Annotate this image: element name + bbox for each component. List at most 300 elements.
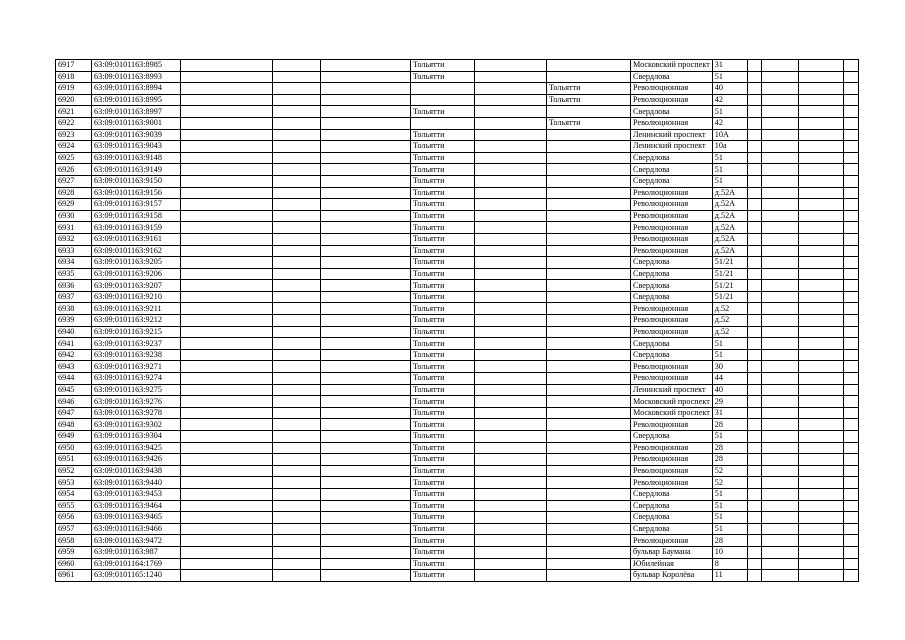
street-cell: Революционная	[631, 117, 713, 129]
col-3-cell	[181, 431, 273, 443]
col-12-cell	[761, 175, 798, 187]
col-13-cell	[798, 465, 843, 477]
city-cell: Тольятти	[411, 454, 475, 466]
col-4-cell	[273, 257, 321, 269]
house-number-cell: д.52	[712, 315, 747, 327]
city-cell: Тольятти	[411, 442, 475, 454]
city-cell: Тольятти	[411, 535, 475, 547]
col-14-cell	[843, 396, 858, 408]
col-14-cell	[843, 407, 858, 419]
street-cell: бульвар Баумана	[631, 546, 713, 558]
col-4-cell	[273, 546, 321, 558]
col-5-cell	[321, 291, 411, 303]
cadastral-number-cell: 63:09:0101163:9271	[92, 361, 181, 373]
col-13-cell	[798, 500, 843, 512]
col-4-cell	[273, 361, 321, 373]
col-12-cell	[761, 83, 798, 95]
cadastral-number-cell: 63:09:0101163:8993	[92, 71, 181, 83]
col-3-cell	[181, 71, 273, 83]
col-4-cell	[273, 303, 321, 315]
table-row	[56, 407, 859, 419]
col-7-cell	[475, 71, 547, 83]
col-14-cell	[843, 199, 858, 211]
col-14-cell	[843, 315, 858, 327]
col-12-cell	[761, 60, 798, 72]
col-7-cell	[475, 129, 547, 141]
cadastral-number-cell: 63:09:0101163:9275	[92, 384, 181, 396]
cadastral-number-cell: 63:09:0101163:9274	[92, 373, 181, 385]
col-3-cell	[181, 407, 273, 419]
row-number-cell: 6930	[56, 210, 92, 222]
house-number-cell: 31	[712, 60, 747, 72]
house-number-cell: 10а	[712, 141, 747, 153]
city-cell: Тольятти	[411, 187, 475, 199]
cadastral-number-cell: 63:09:0101163:9276	[92, 396, 181, 408]
col-4-cell	[273, 175, 321, 187]
col-14-cell	[843, 442, 858, 454]
city-cell: Тольятти	[411, 141, 475, 153]
col-4-cell	[273, 83, 321, 95]
cadastral-number-cell: 63:09:0101165:1240	[92, 570, 181, 582]
city-cell: Тольятти	[411, 407, 475, 419]
col-7-cell	[475, 291, 547, 303]
city-alt-cell	[547, 570, 631, 582]
street-cell: Свердлова	[631, 431, 713, 443]
col-4-cell	[273, 245, 321, 257]
city-alt-cell	[547, 431, 631, 443]
col-5-cell	[321, 465, 411, 477]
col-11-cell	[747, 233, 761, 245]
table-row	[56, 291, 859, 303]
city-cell: Тольятти	[411, 465, 475, 477]
house-number-cell: 28	[712, 535, 747, 547]
col-12-cell	[761, 199, 798, 211]
table-row	[56, 442, 859, 454]
col-11-cell	[747, 210, 761, 222]
col-11-cell	[747, 442, 761, 454]
street-cell: Революционная	[631, 83, 713, 95]
col-4-cell	[273, 164, 321, 176]
city-alt-cell	[547, 303, 631, 315]
house-number-cell: 10А	[712, 129, 747, 141]
row-number-cell: 6948	[56, 419, 92, 431]
col-11-cell	[747, 106, 761, 118]
cadastral-number-cell: 63:09:0101163:9438	[92, 465, 181, 477]
col-11-cell	[747, 373, 761, 385]
col-5-cell	[321, 488, 411, 500]
city-alt-cell	[547, 442, 631, 454]
col-14-cell	[843, 175, 858, 187]
col-11-cell	[747, 71, 761, 83]
city-cell: Тольятти	[411, 175, 475, 187]
city-alt-cell	[547, 129, 631, 141]
col-11-cell	[747, 291, 761, 303]
street-cell: Свердлова	[631, 268, 713, 280]
col-5-cell	[321, 373, 411, 385]
col-4-cell	[273, 141, 321, 153]
col-7-cell	[475, 210, 547, 222]
city-alt-cell	[547, 349, 631, 361]
row-number-cell: 6942	[56, 349, 92, 361]
col-3-cell	[181, 419, 273, 431]
col-12-cell	[761, 373, 798, 385]
col-14-cell	[843, 83, 858, 95]
house-number-cell: 29	[712, 396, 747, 408]
col-5-cell	[321, 523, 411, 535]
col-3-cell	[181, 384, 273, 396]
col-13-cell	[798, 175, 843, 187]
col-14-cell	[843, 280, 858, 292]
col-7-cell	[475, 268, 547, 280]
col-5-cell	[321, 477, 411, 489]
col-11-cell	[747, 500, 761, 512]
col-5-cell	[321, 500, 411, 512]
cadastral-number-cell: 63:09:0101163:9039	[92, 129, 181, 141]
row-number-cell: 6938	[56, 303, 92, 315]
city-cell: Тольятти	[411, 419, 475, 431]
row-number-cell: 6924	[56, 141, 92, 153]
col-14-cell	[843, 477, 858, 489]
street-cell: Революционная	[631, 199, 713, 211]
col-4-cell	[273, 349, 321, 361]
col-11-cell	[747, 431, 761, 443]
table-row	[56, 268, 859, 280]
col-3-cell	[181, 187, 273, 199]
row-number-cell: 6950	[56, 442, 92, 454]
city-cell: Тольятти	[411, 199, 475, 211]
col-12-cell	[761, 523, 798, 535]
cadastral-number-cell: 63:09:0101163:9207	[92, 280, 181, 292]
street-cell: Революционная	[631, 187, 713, 199]
col-4-cell	[273, 512, 321, 524]
table-row	[56, 349, 859, 361]
col-12-cell	[761, 233, 798, 245]
col-7-cell	[475, 431, 547, 443]
row-number-cell: 6923	[56, 129, 92, 141]
col-5-cell	[321, 442, 411, 454]
col-4-cell	[273, 94, 321, 106]
col-7-cell	[475, 60, 547, 72]
col-5-cell	[321, 175, 411, 187]
cadastral-number-cell: 63:09:0101163:9215	[92, 326, 181, 338]
col-5-cell	[321, 129, 411, 141]
col-12-cell	[761, 268, 798, 280]
city-cell: Тольятти	[411, 315, 475, 327]
col-11-cell	[747, 257, 761, 269]
col-5-cell	[321, 106, 411, 118]
col-13-cell	[798, 512, 843, 524]
col-14-cell	[843, 187, 858, 199]
city-alt-cell	[547, 280, 631, 292]
col-4-cell	[273, 60, 321, 72]
col-11-cell	[747, 222, 761, 234]
city-cell: Тольятти	[411, 106, 475, 118]
col-13-cell	[798, 442, 843, 454]
col-4-cell	[273, 384, 321, 396]
col-5-cell	[321, 280, 411, 292]
house-number-cell: 51	[712, 152, 747, 164]
house-number-cell: 28	[712, 454, 747, 466]
col-3-cell	[181, 222, 273, 234]
col-11-cell	[747, 512, 761, 524]
col-14-cell	[843, 303, 858, 315]
row-number-cell: 6939	[56, 315, 92, 327]
col-4-cell	[273, 535, 321, 547]
row-number-cell: 6929	[56, 199, 92, 211]
cadastral-number-cell: 63:09:0101163:9161	[92, 233, 181, 245]
col-7-cell	[475, 187, 547, 199]
col-14-cell	[843, 164, 858, 176]
street-cell: Свердлова	[631, 175, 713, 187]
col-12-cell	[761, 419, 798, 431]
cadastral-number-cell: 63:09:0101163:9440	[92, 477, 181, 489]
col-11-cell	[747, 303, 761, 315]
row-number-cell: 6947	[56, 407, 92, 419]
col-4-cell	[273, 570, 321, 582]
col-12-cell	[761, 291, 798, 303]
col-3-cell	[181, 373, 273, 385]
row-number-cell: 6954	[56, 488, 92, 500]
house-number-cell: 42	[712, 117, 747, 129]
cadastral-number-cell: 63:09:0101163:9465	[92, 512, 181, 524]
cadastral-number-cell: 63:09:0101163:9237	[92, 338, 181, 350]
col-12-cell	[761, 315, 798, 327]
street-cell: Свердлова	[631, 488, 713, 500]
col-14-cell	[843, 546, 858, 558]
col-13-cell	[798, 291, 843, 303]
col-7-cell	[475, 500, 547, 512]
col-13-cell	[798, 373, 843, 385]
col-14-cell	[843, 349, 858, 361]
house-number-cell: 52	[712, 477, 747, 489]
city-cell: Тольятти	[411, 546, 475, 558]
cadastral-number-cell: 63:09:0101163:9426	[92, 454, 181, 466]
col-12-cell	[761, 164, 798, 176]
col-14-cell	[843, 141, 858, 153]
street-cell: Революционная	[631, 94, 713, 106]
col-11-cell	[747, 419, 761, 431]
city-alt-cell: Тольятти	[547, 94, 631, 106]
col-13-cell	[798, 257, 843, 269]
col-13-cell	[798, 326, 843, 338]
col-14-cell	[843, 523, 858, 535]
col-7-cell	[475, 303, 547, 315]
col-11-cell	[747, 94, 761, 106]
col-5-cell	[321, 326, 411, 338]
table-row	[56, 129, 859, 141]
col-7-cell	[475, 535, 547, 547]
col-11-cell	[747, 175, 761, 187]
col-12-cell	[761, 106, 798, 118]
house-number-cell: 8	[712, 558, 747, 570]
col-14-cell	[843, 431, 858, 443]
col-14-cell	[843, 373, 858, 385]
col-4-cell	[273, 442, 321, 454]
col-14-cell	[843, 338, 858, 350]
row-number-cell: 6944	[56, 373, 92, 385]
col-3-cell	[181, 210, 273, 222]
house-number-cell: 10	[712, 546, 747, 558]
col-7-cell	[475, 570, 547, 582]
col-13-cell	[798, 477, 843, 489]
col-12-cell	[761, 94, 798, 106]
city-alt-cell: Тольятти	[547, 83, 631, 95]
col-13-cell	[798, 384, 843, 396]
col-7-cell	[475, 338, 547, 350]
city-cell: Тольятти	[411, 570, 475, 582]
table-row	[56, 361, 859, 373]
col-14-cell	[843, 535, 858, 547]
city-alt-cell	[547, 222, 631, 234]
city-cell: Тольятти	[411, 326, 475, 338]
col-3-cell	[181, 245, 273, 257]
col-3-cell	[181, 164, 273, 176]
col-12-cell	[761, 280, 798, 292]
col-11-cell	[747, 523, 761, 535]
col-11-cell	[747, 570, 761, 582]
col-13-cell	[798, 431, 843, 443]
table-row	[56, 280, 859, 292]
city-alt-cell	[547, 199, 631, 211]
col-12-cell	[761, 361, 798, 373]
row-number-cell: 6960	[56, 558, 92, 570]
col-5-cell	[321, 94, 411, 106]
city-cell: Тольятти	[411, 338, 475, 350]
city-alt-cell	[547, 210, 631, 222]
col-3-cell	[181, 349, 273, 361]
cadastral-number-cell: 63:09:0101163:9150	[92, 175, 181, 187]
col-7-cell	[475, 442, 547, 454]
row-number-cell: 6953	[56, 477, 92, 489]
col-4-cell	[273, 407, 321, 419]
col-14-cell	[843, 512, 858, 524]
table-row	[56, 477, 859, 489]
city-cell: Тольятти	[411, 210, 475, 222]
city-alt-cell: Тольятти	[547, 117, 631, 129]
house-number-cell: 28	[712, 419, 747, 431]
col-7-cell	[475, 315, 547, 327]
col-3-cell	[181, 570, 273, 582]
col-4-cell	[273, 222, 321, 234]
col-3-cell	[181, 199, 273, 211]
col-14-cell	[843, 117, 858, 129]
street-cell: Ленинский проспект	[631, 384, 713, 396]
col-7-cell	[475, 465, 547, 477]
col-12-cell	[761, 488, 798, 500]
col-11-cell	[747, 199, 761, 211]
col-11-cell	[747, 245, 761, 257]
col-13-cell	[798, 546, 843, 558]
col-4-cell	[273, 187, 321, 199]
col-11-cell	[747, 164, 761, 176]
col-5-cell	[321, 245, 411, 257]
col-5-cell	[321, 535, 411, 547]
house-number-cell: 40	[712, 83, 747, 95]
col-12-cell	[761, 546, 798, 558]
col-11-cell	[747, 338, 761, 350]
row-number-cell: 6935	[56, 268, 92, 280]
col-4-cell	[273, 465, 321, 477]
col-7-cell	[475, 558, 547, 570]
city-cell: Тольятти	[411, 245, 475, 257]
house-number-cell: 51	[712, 431, 747, 443]
cadastral-number-cell: 63:09:0101163:9466	[92, 523, 181, 535]
city-alt-cell	[547, 291, 631, 303]
col-14-cell	[843, 257, 858, 269]
col-11-cell	[747, 465, 761, 477]
table-row	[56, 419, 859, 431]
col-11-cell	[747, 558, 761, 570]
house-number-cell: д.52А	[712, 222, 747, 234]
table-row	[56, 396, 859, 408]
col-5-cell	[321, 338, 411, 350]
row-number-cell: 6934	[56, 257, 92, 269]
col-14-cell	[843, 291, 858, 303]
street-cell: Революционная	[631, 454, 713, 466]
street-cell: Революционная	[631, 477, 713, 489]
col-13-cell	[798, 245, 843, 257]
table-row	[56, 60, 859, 72]
col-11-cell	[747, 315, 761, 327]
house-number-cell: 51	[712, 338, 747, 350]
city-cell: Тольятти	[411, 257, 475, 269]
col-5-cell	[321, 361, 411, 373]
col-4-cell	[273, 117, 321, 129]
city-cell	[411, 117, 475, 129]
col-5-cell	[321, 199, 411, 211]
col-12-cell	[761, 396, 798, 408]
col-11-cell	[747, 187, 761, 199]
street-cell: Революционная	[631, 442, 713, 454]
col-7-cell	[475, 117, 547, 129]
house-number-cell: д.52А	[712, 187, 747, 199]
col-3-cell	[181, 535, 273, 547]
col-13-cell	[798, 349, 843, 361]
col-7-cell	[475, 373, 547, 385]
col-3-cell	[181, 280, 273, 292]
col-4-cell	[273, 280, 321, 292]
street-cell: бульвар Королёва	[631, 570, 713, 582]
col-4-cell	[273, 129, 321, 141]
city-cell: Тольятти	[411, 361, 475, 373]
col-5-cell	[321, 396, 411, 408]
col-13-cell	[798, 233, 843, 245]
col-13-cell	[798, 419, 843, 431]
col-13-cell	[798, 117, 843, 129]
col-4-cell	[273, 71, 321, 83]
col-3-cell	[181, 117, 273, 129]
city-cell: Тольятти	[411, 268, 475, 280]
city-alt-cell	[547, 60, 631, 72]
row-number-cell: 6955	[56, 500, 92, 512]
col-7-cell	[475, 152, 547, 164]
row-number-cell: 6937	[56, 291, 92, 303]
city-alt-cell	[547, 407, 631, 419]
col-5-cell	[321, 431, 411, 443]
col-11-cell	[747, 268, 761, 280]
street-cell: Свердлова	[631, 257, 713, 269]
col-7-cell	[475, 488, 547, 500]
table-row	[56, 535, 859, 547]
col-7-cell	[475, 396, 547, 408]
row-number-cell: 6936	[56, 280, 92, 292]
col-3-cell	[181, 268, 273, 280]
cadastral-number-cell: 63:09:0101163:9206	[92, 268, 181, 280]
col-11-cell	[747, 326, 761, 338]
col-5-cell	[321, 268, 411, 280]
city-alt-cell	[547, 187, 631, 199]
col-11-cell	[747, 535, 761, 547]
